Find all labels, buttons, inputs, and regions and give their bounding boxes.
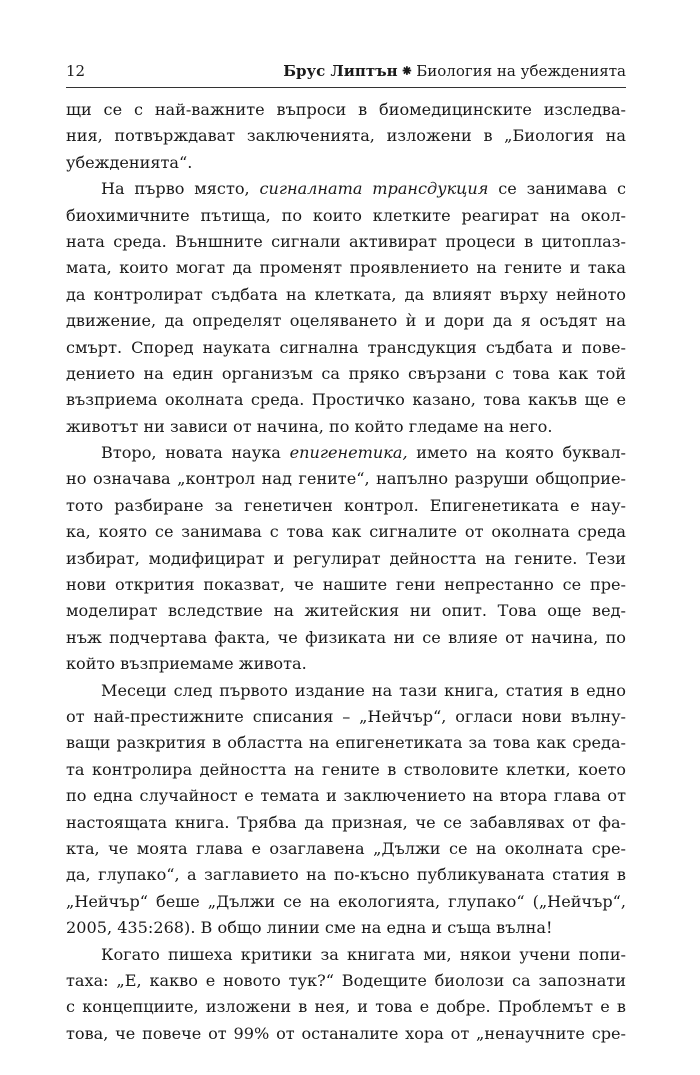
text-line: дението на един организъм са пряко свързани с това как той bbox=[66, 363, 626, 383]
text-line: мата, които могат да променят проявлението на гените и така bbox=[66, 258, 626, 278]
text-line: ващи разкрития в областта на епигенетиката за това как среда- bbox=[66, 733, 626, 753]
text-line: който възприемаме живота. bbox=[66, 654, 307, 674]
text-line: настоящата книга. Трябва да призная, че се забавлявах от фа- bbox=[66, 812, 626, 832]
text-line: избират, модифицират и регулират дейността на гените. Тези bbox=[66, 548, 626, 568]
text-line: убежденията“. bbox=[66, 152, 193, 172]
text-line: по една случайност е темата и заключението на втора глава от bbox=[66, 786, 626, 806]
text-line: 2005, 435:268). В общо линии сме на една и съща вълна! bbox=[66, 918, 553, 938]
text-line bbox=[66, 440, 626, 466]
text-line: нъж подчертава факта, че физиката ни се влияе от начина, по bbox=[66, 627, 626, 647]
text-line: щи се с най-важните въпроси в биомедицинските изследва- bbox=[66, 100, 626, 119]
text-line: кта, че моята глава е озаглавена „Дължи се на околната сре- bbox=[66, 838, 626, 858]
text-line: движение, да определят оцеляването ѝ и дори да я осъдят на bbox=[66, 311, 626, 331]
separator-glyph: ⁕ bbox=[400, 62, 414, 80]
text-line: от най-престижните списания – „Нейчър“, огласи нови вълну- bbox=[66, 706, 626, 726]
text-run: името на която буквал- bbox=[407, 443, 626, 463]
text-line: с концепциите, изложени в нея, и това е добре. Проблемът е в bbox=[66, 997, 626, 1017]
text-line bbox=[66, 176, 626, 202]
text-line: биохимичните пътища, по които клетките реагират на окол- bbox=[66, 205, 626, 225]
text-line: тото разбиране за генетичен контрол. Епигенетиката е нау- bbox=[66, 495, 626, 515]
text-run: На първо място, bbox=[101, 179, 260, 199]
italic-term: епигенетика, bbox=[289, 443, 408, 463]
text-line: та контролира дейността на гените в стволовите клетки, което bbox=[66, 759, 626, 779]
text-line: смърт. Според науката сигнална трансдукция съдбата и пове- bbox=[66, 337, 626, 357]
text-line: да, глупако“, а заглавието на по-късно публикуваната статия в bbox=[66, 865, 626, 885]
text-line: „Нейчър“ беше „Дължи се на екологията, глупако“ („Нейчър“, bbox=[66, 891, 626, 911]
text-line: това, че повече от 99% от останалите хора от „ненаучните сре- bbox=[66, 1023, 626, 1043]
text-line: ната среда. Външните сигнали активират процеси в цитоплаз- bbox=[66, 231, 626, 251]
text-line: но означава „контрол над гените“, напълно разруши общоприе- bbox=[66, 469, 626, 489]
book-title: Биология на убежденията bbox=[416, 62, 626, 80]
running-header bbox=[66, 60, 626, 82]
text-line: животът ни зависи от начина, по който гледаме на него. bbox=[66, 416, 553, 436]
running-title bbox=[283, 60, 626, 82]
text-run: се занимава с bbox=[488, 179, 626, 199]
text-line: ния, потвърждават заключенията, изложени в „Биология на bbox=[66, 126, 626, 146]
page-number: 12 bbox=[66, 62, 86, 80]
text-line: да контролират съдбата на клетката, да влияят върху нейното bbox=[66, 284, 626, 304]
text-run: Второ, новата наука bbox=[101, 443, 290, 463]
text-line: таха: „Е, какво е новото тук?“ Водещите биолози са запознати bbox=[66, 970, 626, 990]
text-line: нови открития показват, че нашите гени непрестанно се пре- bbox=[66, 575, 626, 595]
author-name: Брус Липтън bbox=[283, 62, 398, 80]
text-line: Когато пишеха критики за книгата ми, някои учени попи- bbox=[101, 944, 626, 964]
text-line: моделират вследствие на житейския ни опит. Това още вед- bbox=[66, 601, 626, 621]
header-rule bbox=[66, 87, 626, 88]
italic-term: сигналната трансдукция bbox=[259, 179, 489, 199]
body-text bbox=[66, 97, 626, 1047]
text-line: ка, която се занимава с това как сигналите от околната среда bbox=[66, 522, 626, 542]
text-line: възприема околната среда. Простичко казано, това какъв ще е bbox=[66, 390, 626, 410]
text-line: Месеци след първото издание на тази книга, статия в едно bbox=[101, 680, 626, 700]
